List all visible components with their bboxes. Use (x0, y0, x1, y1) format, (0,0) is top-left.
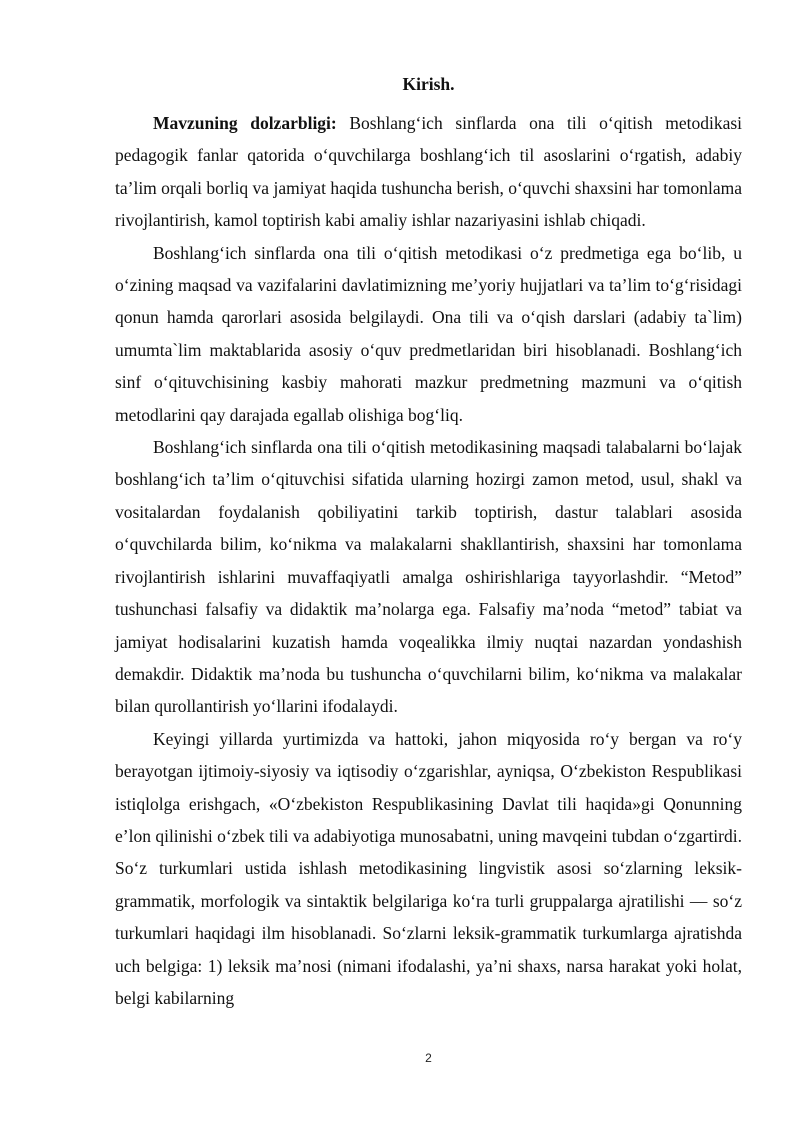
paragraph-recent-years: Keyingi yillarda yurtimizda va hattoki, jahon miqyosida ro‘y bergan va ro‘y berayotgan ijtimoiy-siyosiy va iqtisodiy o‘zgarishlar, ayniqsa, O‘zbekiston Respublikasi istiqlolga erishgach, «O‘zbekiston Respublikasining Davlat tili haqida»gi Qonunning e’lon qilinishi o‘zbek tili va adabiyotiga munosabatni, uning mavqeini tubdan o‘zgartirdi. So‘z turkumlari ustida ishlash metodikasining lingvistik asosi so‘zlarning leksik-grammatik, morfologik va sintaktik belgilariga ko‘ra turli gruppalarga ajratilishi — so‘z turkumlari haqidagi ilm hisoblanadi. So‘zlarni leksik-grammatik turkumlarga ajratishda uch belgiga: 1) leksik ma’nosi (nimani ifodalashi, ya’ni shaxs, narsa harakat yoki holat, belgi kabilarning (115, 728, 742, 1008)
paragraph-relevance (115, 107, 742, 237)
paragraph-subject: Boshlang‘ich sinflarda ona tili o‘qitish metodikasi o‘z predmetiga ega bo‘lib, u o‘zining maqsad va vazifalarini davlatimizning me’yoriy hujjatlari va ta’lim to‘g‘risidagi qonun hamda qarorlari asosida belgilaydi. Ona tili va o‘qish darslari (adabiy ta`lim) umumta`lim maktablarida asosiy o‘quv predmetlaridan biri hisoblanadi. Boshlang‘ich sinf o‘qituvchisining kasbiy mahorati mazkur predmetning mazmuni va o‘qitish metodlarini qay darajada egallab olishiga bog‘liq. (115, 242, 742, 425)
paragraph-text: Boshlang‘ich sinflarda ona tili o‘qitish metodikasi pedagogik fanlar qatorida o‘quvchilarga boshlang‘ich til asoslarini o‘rgatish, adabiy ta’lim orqali borliq va jamiyat haqida tushuncha berish, o‘quvchi shaxsini har tomonlama rivojlantirish, kamol toptirish kabi amaliy ishlar nazariyasini ishlab chiqadi. (115, 113, 743, 231)
section-title: Kirish. (402, 74, 455, 94)
document-body (115, 107, 742, 1014)
page-number: 2 (425, 1051, 432, 1065)
paragraph-lead-label: Mavzuning dolzarbligi: (153, 113, 337, 133)
paragraph-goal: Boshlang‘ich sinflarda ona tili o‘qitish metodikasining maqsadi talabalarni bo‘lajak boshlang‘ich ta’lim o‘qituvchisi sifatida ularning hozirgi zamon metod, usul, shakl va vositalardan foydalanish qobiliyatini tarkib toptirish, dastur talablari asosida o‘quvchilarda bilim, ko‘nikma va malakalarni shakllantirish, shaxsini har tomonlama rivojlantirish ishlarini muvaffaqiyatli amalga oshirishlariga tayyorlashdir. “Metod” tushunchasi falsafiy va didaktik ma’nolarga ega. Falsafiy ma’noda “metod” tabiat va jamiyat hodisalarini kuzatish hamda voqealikka ilmiy nuqtai nazardan yondashish demakdir. Didaktik ma’noda bu tushuncha o‘quvchilarni bilim, ko‘nikma va malakalar bilan qurollantirish yo‘llarini ifodalaydi. (115, 437, 742, 717)
